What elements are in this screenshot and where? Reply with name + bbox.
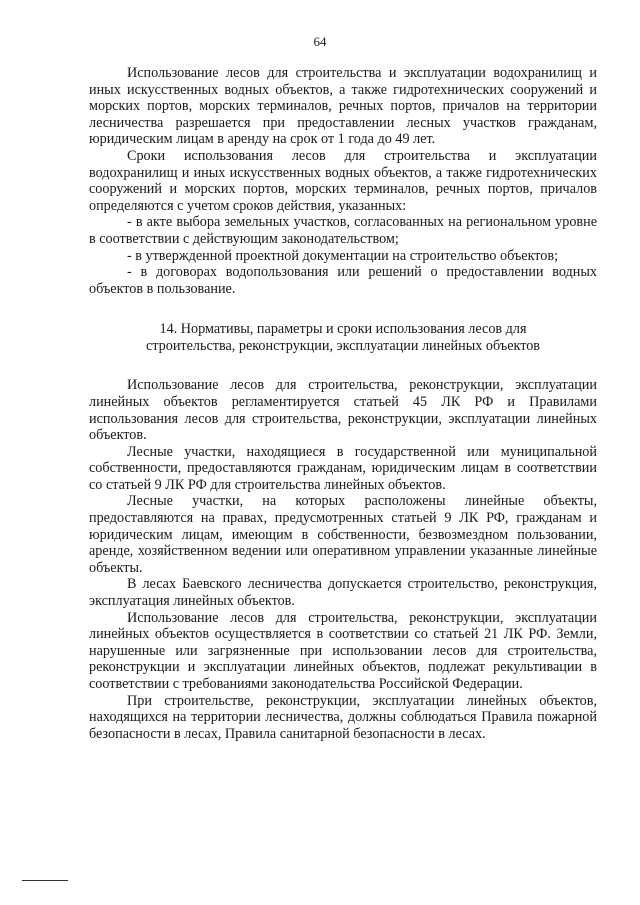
section-heading-line: строительства, реконструкции, эксплуатации линейных объектов [145, 338, 541, 355]
section-heading-line: 14. Нормативы, параметры и сроки использования лесов для [159, 321, 527, 338]
paragraph: Лесные участки, находящиеся в государственной или муниципальной собственности, предоставляются гражданам, юридическим лицам в соответствии со статьей 9 ЛК РФ для строительства линейных объектов. [89, 443, 597, 493]
paragraph: Использование лесов для строительства, реконструкции, эксплуатации линейных объектов регламентируется статьей 45 ЛК РФ и Правилами использования лесов для строительства, реконструкции, эксплуатации линейных объектов. [89, 377, 597, 444]
paragraph: Использование лесов для строительства, реконструкции, эксплуатации линейных объектов осуществляется в соответствии со статьей 21 ЛК РФ. Земли, нарушенные или загрязненные при использовании лесов для строительства, реконструкции и эксплуатации линейных объектов, подлежат рекультивации в соответствии с требованиями законодательства Российской Федерации. [89, 609, 597, 692]
paragraph: В лесах Баевского лесничества допускается строительство, реконструкция, эксплуатация линейных объектов. [89, 576, 597, 610]
paragraph: При строительстве, реконструкции, эксплуатации линейных объектов, находящихся на территории лесничества, должны соблюдаться Правила пожарной безопасности в лесах, Правила санитарной безопасности в лесах. [89, 692, 597, 742]
section-heading [89, 321, 597, 355]
page-number: 64 [313, 34, 327, 49]
paragraph: Сроки использования лесов для строительства и эксплуатации водохранилищ и иных искусственных водных объектов, а также гидротехнических сооружений и морских портов, морских терминалов, речных портов, причалов определяются с учетом сроков действия, указанных: [89, 147, 597, 214]
list-item: - в утвержденной проектной документации на строительство объектов; [127, 247, 559, 264]
list-item: - в договорах водопользования или решений о предоставлении водных объектов в пользование. [89, 264, 597, 297]
footnote-divider [22, 880, 68, 881]
list-item: - в акте выбора земельных участков, согласованных на региональном уровне в соответствии с действующим законодательством; [89, 214, 597, 247]
document-body [89, 65, 597, 742]
paragraph: Лесные участки, на которых расположены линейные объекты, предоставляются на правах, предусмотренных статьей 9 ЛК РФ, гражданам и юридическим лицам, имеющим в собственности, безвозмездном пользовании, аренде, хозяйственном ведении или оперативном управлении указанные линейные объекты. [89, 493, 597, 576]
paragraph: Использование лесов для строительства и эксплуатации водохранилищ и иных искусственных водных объектов, а также гидротехнических сооружений и морских портов, морских терминалов, речных портов, причалов на территории лесничества разрешается при предоставлении лесных участков гражданам, юридическим лицам в аренду на срок от 1 года до 49 лет. [89, 65, 597, 148]
